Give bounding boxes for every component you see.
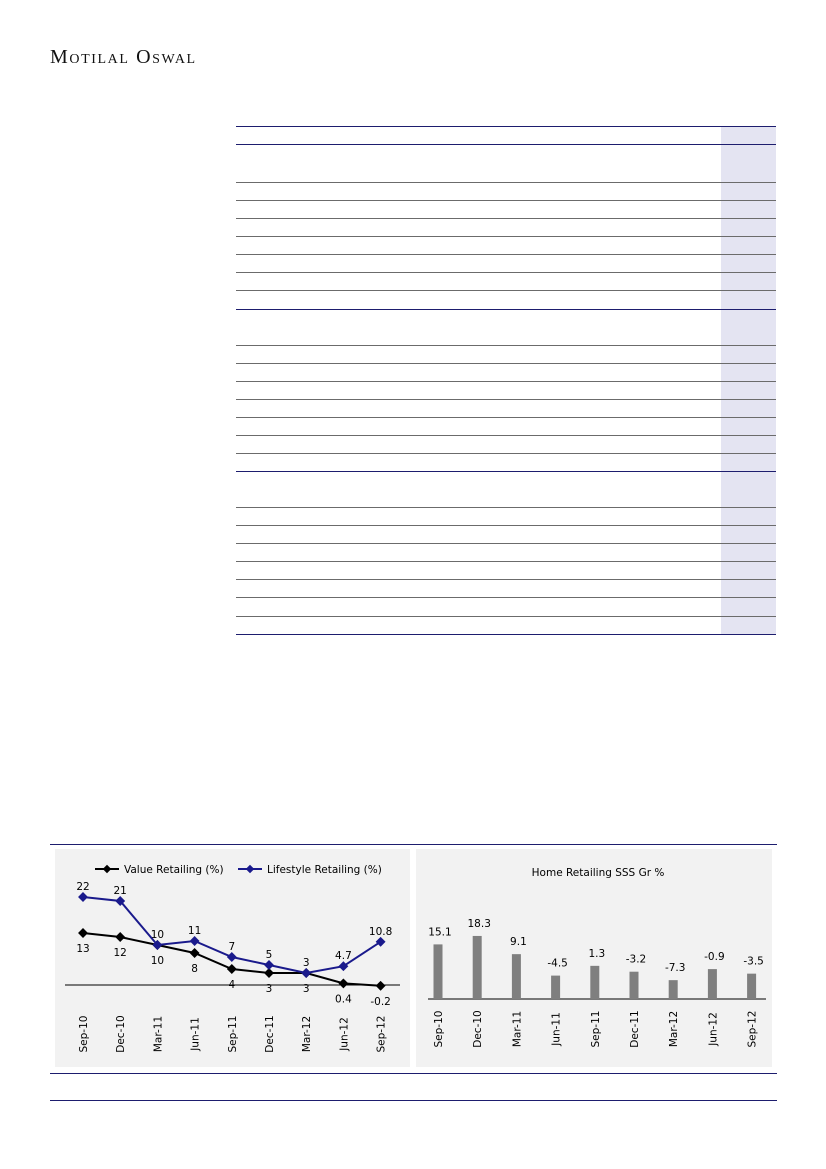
data-label: 3 [265, 983, 273, 995]
brand-logo: Motilal Oswal [50, 46, 197, 68]
data-label: 11 [187, 925, 202, 937]
data-point [78, 928, 88, 938]
data-label: 8 [191, 963, 198, 975]
data-point [376, 981, 386, 991]
table-row-rule [236, 543, 776, 544]
data-label: -3.5 [743, 955, 764, 968]
data-label: 12 [113, 947, 127, 959]
data-label: 3 [302, 983, 310, 995]
x-tick-label: Mar-11 [511, 1010, 524, 1048]
x-tick-label: Sep-12 [375, 1015, 388, 1053]
legend-label: Lifestyle Retailing (%) [267, 864, 382, 876]
table-row-rule [236, 507, 776, 508]
x-tick-label: Dec-11 [264, 1015, 276, 1053]
data-point [190, 936, 200, 946]
legend-marker [246, 865, 254, 873]
data-point [78, 892, 88, 902]
bar [708, 969, 717, 999]
data-label: 10 [150, 955, 165, 967]
chart-title: Home Retailing SSS Gr % [531, 867, 665, 879]
bar [669, 980, 678, 999]
x-tick-label: Mar-11 [152, 1015, 165, 1053]
table-row-rule [236, 399, 776, 400]
x-tick-label: Mar-12 [668, 1010, 681, 1048]
table-row-rule [236, 200, 776, 201]
data-label: 10 [150, 929, 165, 941]
bar [512, 954, 521, 999]
table-top-rule [236, 126, 776, 127]
line-chart-panel [55, 849, 410, 1067]
table-row-rule [236, 597, 776, 598]
table-row-rule [236, 272, 776, 273]
x-tick-label: Dec-10 [472, 1010, 485, 1048]
data-label: 13 [76, 943, 90, 955]
x-tick-label: Sep-10 [433, 1010, 445, 1048]
data-table [236, 126, 776, 635]
legend-label: Value Retailing (%) [124, 864, 224, 876]
table-section-rule [236, 471, 776, 472]
table-row-rule [236, 182, 776, 183]
bar-chart [416, 849, 772, 1067]
data-label: -4.5 [547, 957, 568, 970]
table-row-rule [236, 381, 776, 382]
x-tick-label: Jun-12 [707, 1012, 720, 1046]
legend-marker [103, 865, 111, 873]
table-header-rule [236, 144, 776, 145]
x-tick-label: Sep-11 [589, 1010, 602, 1048]
exhibit-top-rule [50, 844, 777, 845]
data-point [115, 932, 125, 942]
data-point [227, 964, 237, 974]
data-label: 18.3 [467, 917, 491, 930]
bar [630, 972, 639, 999]
data-label: 7 [228, 941, 236, 953]
x-tick-label: Mar-12 [301, 1015, 314, 1053]
data-label: 22 [76, 881, 90, 893]
bar [747, 974, 756, 999]
bar-chart-panel [416, 849, 772, 1067]
table-row-rule [236, 525, 776, 526]
line-chart [55, 849, 410, 1067]
data-label: 1.3 [588, 947, 606, 960]
table-row-rule [236, 363, 776, 364]
table-row-rule [236, 616, 776, 617]
x-tick-label: Sep-10 [78, 1015, 90, 1053]
data-label: -0.9 [704, 951, 725, 964]
table-row-rule [236, 453, 776, 454]
x-tick-label: Jun-12 [338, 1017, 351, 1051]
x-tick-label: Sep-11 [226, 1015, 239, 1053]
table-row-rule [236, 254, 776, 255]
bar [551, 976, 560, 999]
data-label: 4.7 [335, 950, 352, 963]
data-label: 9.1 [510, 936, 527, 949]
data-point [338, 978, 348, 988]
table-row-rule [236, 579, 776, 580]
table-row-rule [236, 236, 776, 237]
data-label: 21 [113, 885, 127, 897]
data-label: 4 [228, 979, 236, 991]
x-tick-label: Dec-10 [115, 1015, 128, 1053]
table-row-rule [236, 435, 776, 436]
table-row-rule [236, 218, 776, 219]
data-label: -0.2 [370, 995, 391, 1008]
bar [434, 944, 443, 999]
x-tick-label: Jun-11 [550, 1012, 563, 1046]
x-tick-label: Jun-11 [189, 1017, 202, 1051]
data-label: -3.2 [625, 953, 647, 966]
data-point [264, 960, 274, 970]
x-tick-label: Dec-11 [629, 1010, 641, 1048]
bar [590, 966, 599, 999]
bar [473, 936, 482, 999]
page-footer-rule [50, 1100, 777, 1101]
data-point [227, 952, 237, 962]
data-point [190, 948, 200, 958]
table-row-rule [236, 290, 776, 291]
exhibit-bottom-rule [50, 1073, 777, 1074]
data-label: -7.3 [664, 962, 686, 975]
data-point [301, 968, 311, 978]
x-tick-label: Sep-12 [746, 1010, 759, 1048]
table-section-rule [236, 309, 776, 310]
data-label: 5 [265, 949, 273, 961]
table-bottom-rule [236, 634, 776, 635]
data-label: 3 [302, 957, 310, 969]
table-row-rule [236, 561, 776, 562]
data-label: 0.4 [335, 993, 352, 1006]
data-label: 10.8 [368, 925, 393, 938]
table-row-rule [236, 345, 776, 346]
table-row-rule [236, 417, 776, 418]
data-label: 15.1 [428, 926, 452, 939]
